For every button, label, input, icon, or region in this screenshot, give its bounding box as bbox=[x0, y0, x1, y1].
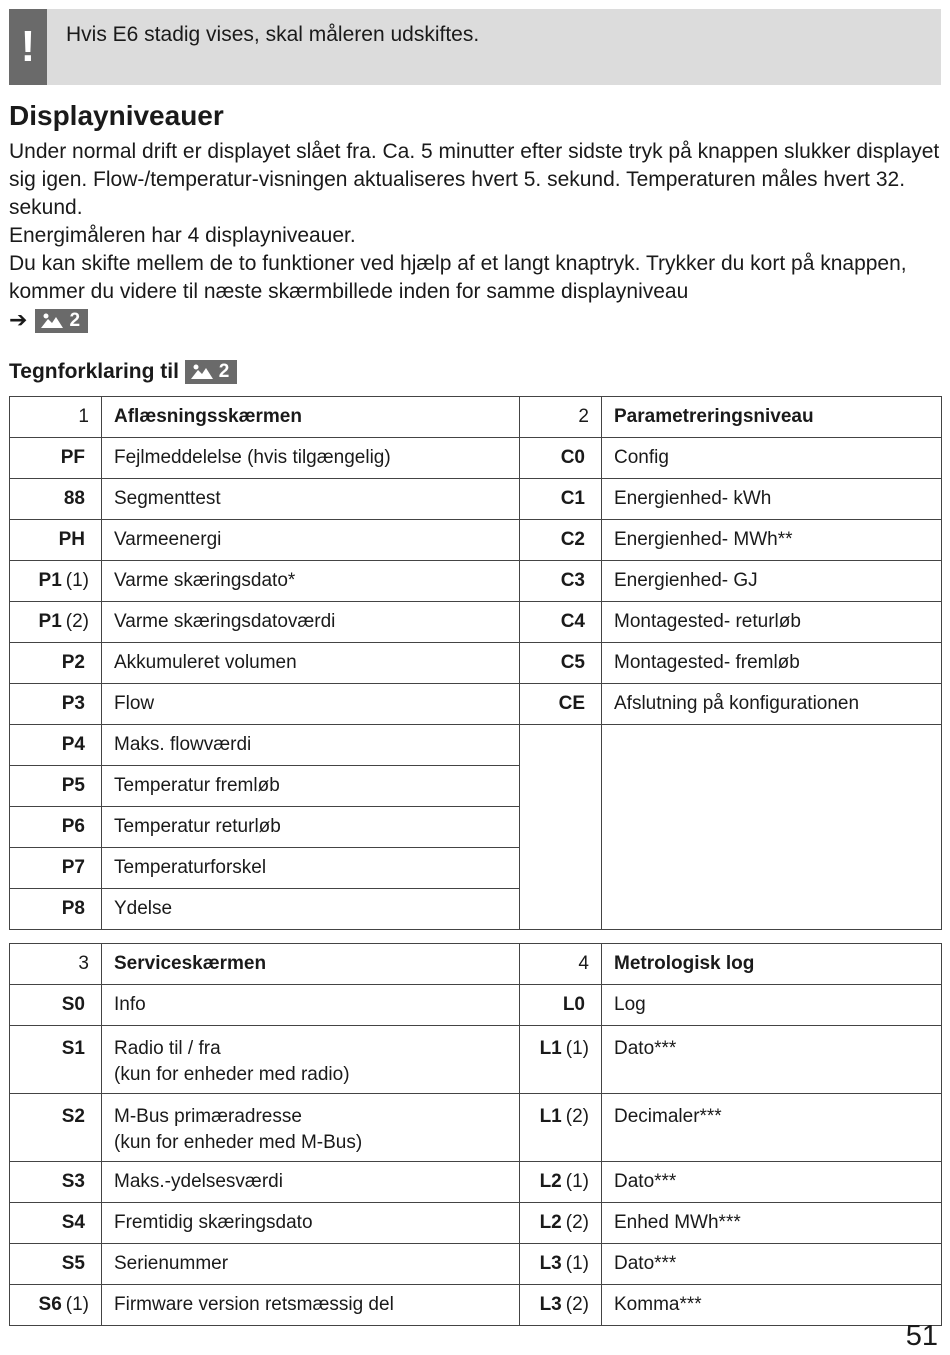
code: S1 bbox=[61, 1038, 85, 1059]
left-code-cell bbox=[10, 1094, 102, 1162]
left-code-cell bbox=[10, 807, 102, 848]
left-description-cell bbox=[102, 1162, 520, 1203]
table-row bbox=[10, 1285, 942, 1326]
code: C3 bbox=[560, 570, 585, 591]
description: Energienhed- kWh bbox=[614, 488, 772, 509]
right-code-cell bbox=[520, 1203, 602, 1244]
table-row bbox=[10, 1162, 942, 1203]
description: Dato*** bbox=[614, 1038, 677, 1059]
left-code-cell bbox=[10, 643, 102, 684]
left-description-cell bbox=[102, 1026, 520, 1094]
code-suffix: (1) bbox=[565, 1171, 589, 1192]
right-code-cell bbox=[520, 1026, 602, 1094]
description: Varmeenergi bbox=[114, 529, 222, 550]
code: L1 bbox=[539, 1038, 562, 1059]
legend-figure-badge bbox=[185, 360, 238, 384]
left-code-cell bbox=[10, 1285, 102, 1326]
code: S5 bbox=[61, 1253, 85, 1274]
left-description-cell bbox=[102, 848, 520, 889]
left-level-number: 3 bbox=[10, 944, 102, 985]
right-description-cell bbox=[602, 643, 942, 684]
left-level-name: Serviceskærmen bbox=[102, 944, 520, 985]
code: C0 bbox=[560, 447, 585, 468]
code-suffix: (2) bbox=[65, 611, 89, 632]
table-row bbox=[10, 1094, 942, 1162]
code: C5 bbox=[560, 652, 585, 673]
right-description-cell bbox=[602, 561, 942, 602]
description: Log bbox=[614, 994, 646, 1015]
left-code-cell bbox=[10, 1203, 102, 1244]
left-description-cell bbox=[102, 766, 520, 807]
table-row bbox=[10, 479, 942, 520]
left-code-cell bbox=[10, 725, 102, 766]
left-code-cell bbox=[10, 479, 102, 520]
figure-number: 2 bbox=[69, 310, 81, 332]
left-code-cell bbox=[10, 889, 102, 930]
right-description-cell bbox=[602, 479, 942, 520]
description: Ydelse bbox=[114, 898, 173, 919]
left-code-cell bbox=[10, 561, 102, 602]
code: P4 bbox=[61, 734, 85, 755]
right-description-cell bbox=[602, 1203, 942, 1244]
code: P6 bbox=[61, 816, 85, 837]
description: M-Bus primæradresse bbox=[114, 1106, 302, 1127]
exclamation-icon: ! bbox=[9, 9, 47, 85]
left-description-cell bbox=[102, 479, 520, 520]
right-code-cell bbox=[520, 684, 602, 725]
table-row bbox=[10, 561, 942, 602]
description: Varme skæringsdatoværdi bbox=[114, 611, 336, 632]
left-description-cell bbox=[102, 684, 520, 725]
table-row bbox=[10, 643, 942, 684]
right-level-name: Parametreringsniveau bbox=[602, 397, 942, 438]
left-description-cell bbox=[102, 1094, 520, 1162]
left-description-cell bbox=[102, 725, 520, 766]
description: Radio til / fra bbox=[114, 1038, 221, 1059]
left-description-cell bbox=[102, 1285, 520, 1326]
left-level-name: Aflæsningsskærmen bbox=[102, 397, 520, 438]
empty-cell bbox=[520, 725, 602, 930]
description: Temperatur returløb bbox=[114, 816, 281, 837]
warning-box bbox=[9, 9, 941, 85]
left-description-cell bbox=[102, 1203, 520, 1244]
table-row bbox=[10, 1026, 942, 1094]
intro-paragraph-3: Du kan skifte mellem de to funktioner ved hjælp af et langt knaptryk. Trykker du kort på knappen, kommer du videre til næste skærmbillede inden for samme displayniveau bbox=[9, 252, 907, 303]
description: Dato*** bbox=[614, 1171, 677, 1192]
description: Akkumuleret volumen bbox=[114, 652, 297, 673]
left-code-cell bbox=[10, 848, 102, 889]
table-row bbox=[10, 438, 942, 479]
description: Temperaturforskel bbox=[114, 857, 267, 878]
description-note: (kun for enheder med M-Bus) bbox=[114, 1132, 363, 1153]
description: Serienummer bbox=[114, 1253, 229, 1274]
description: Maks.-ydelsesværdi bbox=[114, 1171, 283, 1192]
warning-text: Hvis E6 stadig vises, skal måleren udskiftes. bbox=[66, 23, 480, 46]
left-description-cell bbox=[102, 643, 520, 684]
table-header-row bbox=[10, 397, 942, 438]
code-suffix: (2) bbox=[565, 1106, 589, 1127]
description: Fejlmeddelelse (hvis tilgængelig) bbox=[114, 447, 391, 468]
code: P1 bbox=[38, 570, 62, 591]
right-code-cell bbox=[520, 1244, 602, 1285]
code: L1 bbox=[539, 1106, 562, 1127]
code: L0 bbox=[562, 994, 585, 1015]
right-description-cell bbox=[602, 520, 942, 561]
table-row bbox=[10, 684, 942, 725]
right-level-number: 2 bbox=[520, 397, 602, 438]
code: S3 bbox=[61, 1171, 85, 1192]
left-code-cell bbox=[10, 438, 102, 479]
description: Komma*** bbox=[614, 1294, 702, 1315]
right-level-number: 4 bbox=[520, 944, 602, 985]
left-description-cell bbox=[102, 1244, 520, 1285]
description-note: (kun for enheder med radio) bbox=[114, 1064, 350, 1085]
code: P5 bbox=[61, 775, 85, 796]
right-code-cell bbox=[520, 520, 602, 561]
code: S0 bbox=[61, 994, 85, 1015]
description: Decimaler*** bbox=[614, 1106, 722, 1127]
right-description-cell bbox=[602, 1026, 942, 1094]
right-level-name: Metrologisk log bbox=[602, 944, 942, 985]
code: S4 bbox=[61, 1212, 85, 1233]
right-description-cell bbox=[602, 684, 942, 725]
right-code-cell bbox=[520, 561, 602, 602]
code-suffix: (2) bbox=[565, 1294, 589, 1315]
code: P7 bbox=[61, 857, 85, 878]
code: P2 bbox=[61, 652, 85, 673]
left-code-cell bbox=[10, 602, 102, 643]
code: CE bbox=[558, 693, 585, 714]
image-icon bbox=[191, 363, 213, 379]
right-code-cell bbox=[520, 602, 602, 643]
legend-table-2 bbox=[9, 943, 942, 1326]
description: Montagested- returløb bbox=[614, 611, 801, 632]
table-row bbox=[10, 985, 942, 1026]
code: L2 bbox=[539, 1171, 562, 1192]
description: Dato*** bbox=[614, 1253, 677, 1274]
intro-paragraph-2: Energimåleren har 4 displayniveauer. bbox=[9, 224, 356, 247]
left-code-cell bbox=[10, 1026, 102, 1094]
page-number: 51 bbox=[905, 1320, 938, 1352]
description: Info bbox=[114, 994, 146, 1015]
description: Fremtidig skæringsdato bbox=[114, 1212, 313, 1233]
code: P3 bbox=[61, 693, 85, 714]
code-suffix: (2) bbox=[565, 1212, 589, 1233]
left-description-cell bbox=[102, 520, 520, 561]
table-header-row bbox=[10, 944, 942, 985]
description: Montagested- fremløb bbox=[614, 652, 800, 673]
left-description-cell bbox=[102, 807, 520, 848]
left-description-cell bbox=[102, 985, 520, 1026]
code: L3 bbox=[539, 1253, 562, 1274]
left-code-cell bbox=[10, 766, 102, 807]
right-code-cell bbox=[520, 1285, 602, 1326]
left-description-cell bbox=[102, 438, 520, 479]
right-description-cell bbox=[602, 438, 942, 479]
table-row bbox=[10, 520, 942, 561]
code-suffix: (1) bbox=[565, 1253, 589, 1274]
right-code-cell bbox=[520, 1162, 602, 1203]
description: Temperatur fremløb bbox=[114, 775, 280, 796]
table-row bbox=[10, 1203, 942, 1244]
legend-table-1 bbox=[9, 396, 942, 930]
legend-title: Tegnforklaring til 2 bbox=[9, 360, 237, 384]
right-code-cell bbox=[520, 438, 602, 479]
intro-text bbox=[9, 138, 941, 335]
left-code-cell bbox=[10, 1162, 102, 1203]
code: L2 bbox=[539, 1212, 562, 1233]
table-row bbox=[10, 725, 942, 766]
left-description-cell bbox=[102, 561, 520, 602]
code: PH bbox=[58, 529, 85, 550]
code: C4 bbox=[560, 611, 585, 632]
code-suffix: (1) bbox=[65, 570, 89, 591]
code: PF bbox=[60, 447, 85, 468]
right-code-cell bbox=[520, 985, 602, 1026]
intro-paragraph-1: Under normal drift er displayet slået fra. Ca. 5 minutter efter sidste tryk på knappen slukker displayet sig igen. Flow-/temperatur-visningen aktualiseres hvert 5. sekund. Temperaturen måles hvert 32. sekund. bbox=[9, 140, 940, 219]
description: Afslutning på konfigurationen bbox=[614, 693, 860, 714]
code: P8 bbox=[61, 898, 85, 919]
table-row bbox=[10, 602, 942, 643]
right-code-cell bbox=[520, 643, 602, 684]
left-code-cell bbox=[10, 985, 102, 1026]
description: Config bbox=[614, 447, 669, 468]
left-code-cell bbox=[10, 684, 102, 725]
code: C1 bbox=[560, 488, 585, 509]
code-suffix: (1) bbox=[65, 1294, 89, 1315]
code: 88 bbox=[63, 488, 85, 509]
arrow-icon: ➔ bbox=[9, 307, 28, 332]
table-row bbox=[10, 1244, 942, 1285]
description: Varme skæringsdato* bbox=[114, 570, 296, 591]
code: P1 bbox=[38, 611, 62, 632]
description: Energienhed- MWh** bbox=[614, 529, 793, 550]
left-code-cell bbox=[10, 520, 102, 561]
description: Energienhed- GJ bbox=[614, 570, 758, 591]
description: Maks. flowværdi bbox=[114, 734, 252, 755]
left-description-cell bbox=[102, 889, 520, 930]
legend-figure-number: 2 bbox=[218, 361, 230, 383]
right-description-cell bbox=[602, 985, 942, 1026]
right-description-cell bbox=[602, 1285, 942, 1326]
code: C2 bbox=[560, 529, 585, 550]
image-icon bbox=[41, 312, 63, 328]
right-description-cell bbox=[602, 1244, 942, 1285]
left-code-cell bbox=[10, 1244, 102, 1285]
empty-cell bbox=[602, 725, 942, 930]
figure-badge bbox=[35, 309, 88, 333]
right-description-cell bbox=[602, 1162, 942, 1203]
right-description-cell bbox=[602, 1094, 942, 1162]
code: S2 bbox=[61, 1106, 85, 1127]
description: Firmware version retsmæssig del bbox=[114, 1294, 394, 1315]
right-code-cell bbox=[520, 1094, 602, 1162]
left-level-number: 1 bbox=[10, 397, 102, 438]
intro-reference bbox=[9, 306, 941, 335]
right-code-cell bbox=[520, 479, 602, 520]
right-description-cell bbox=[602, 602, 942, 643]
description: Flow bbox=[114, 693, 155, 714]
description: Enhed MWh*** bbox=[614, 1212, 741, 1233]
section-heading: Displayniveauer bbox=[9, 100, 224, 131]
code: S6 bbox=[38, 1294, 62, 1315]
description: Segmenttest bbox=[114, 488, 221, 509]
code: L3 bbox=[539, 1294, 562, 1315]
code-suffix: (1) bbox=[565, 1038, 589, 1059]
left-description-cell bbox=[102, 602, 520, 643]
